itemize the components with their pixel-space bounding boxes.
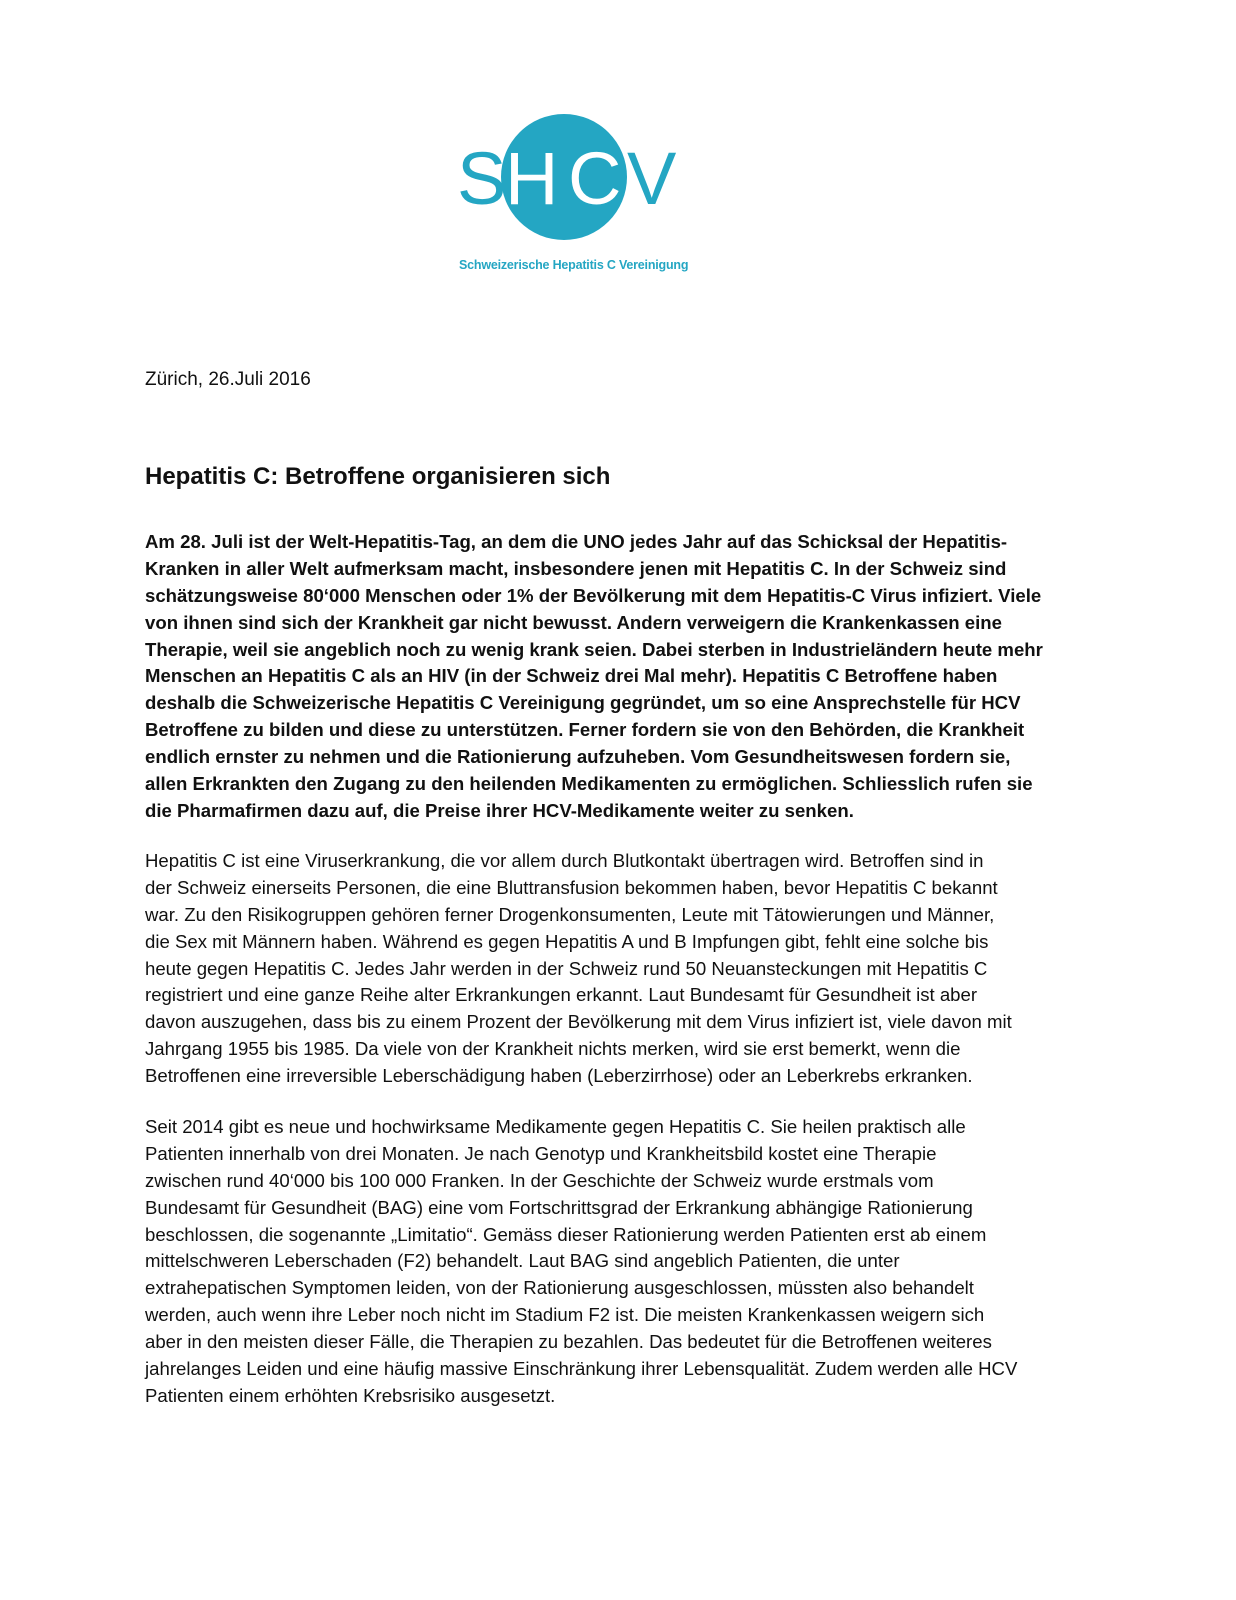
shcv-logo-mark [455, 112, 695, 252]
body-line: Seit 2014 gibt es neue und hochwirksame Medikamente gegen Hepatitis C. Sie heilen praktisch alle [145, 1116, 966, 1137]
body-line: der Schweiz einerseits Personen, die eine Bluttransfusion bekommen haben, bevor Hepatitis C bekannt [145, 876, 998, 898]
lead-line: die Pharmafirmen dazu auf, die Preise ihrer HCV-Medikamente weiter zu senken. [145, 799, 854, 821]
body-line: Patienten einem erhöhten Krebsrisiko ausgesetzt. [145, 1384, 556, 1406]
lead-line: allen Erkrankten den Zugang zu den heilenden Medikamenten zu ermöglichen. Schliesslich rufen sie [145, 773, 1033, 795]
body-paragraph-1 [145, 848, 1085, 1090]
body-line: Patienten innerhalb von drei Monaten. Je nach Genotyp und Krankheitsbild kostet eine Therapie [145, 1142, 937, 1164]
body-line: Betroffenen eine irreversible Leberschädigung haben (Leberzirrhose) oder an Leberkrebs erkranken. [145, 1065, 973, 1087]
shcv-logo [455, 112, 695, 282]
body-line: beschlossen, die sogenannte „Limitatio“. Gemäss dieser Rationierung werden Patienten erst ab einem [145, 1223, 987, 1245]
lead-line: Kranken in aller Welt aufmerksam macht, insbesondere jenen mit Hepatitis C. In der Schweiz sind [145, 557, 1007, 579]
lead-line: Am 28. Juli ist der Welt-Hepatitis-Tag, an dem die UNO jedes Jahr auf das Schicksal der Hepatitis- [145, 531, 1008, 552]
lead-line: Therapie, weil sie angeblich noch zu wenig krank seien. Dabei sterben in Industrieländern heute mehr [145, 638, 1043, 660]
body-line: extrahepatischen Symptomen leiden, von der Rationierung ausgeschlossen, müssten also behandelt [145, 1277, 974, 1299]
body-line: werden, auch wenn ihre Leber noch nicht im Stadium F2 ist. Die meisten Krankenkassen weigern sich [145, 1304, 985, 1326]
body-line: Jahrgang 1955 bis 1985. Da viele von der Krankheit nichts merken, wird sie erst bemerkt, wenn die [145, 1038, 961, 1060]
document-title: Hepatitis C: Betroffene organisieren sich [145, 463, 611, 490]
body-line: registriert und eine ganze Reihe alter Erkrankungen erkannt. Laut Bundesamt für Gesundheit ist aber [145, 984, 978, 1006]
body-line: zwischen rund 40‘000 bis 100 000 Franken. In der Geschichte der Schweiz wurde erstmals vom [145, 1169, 934, 1191]
lead-line: Menschen an Hepatitis C als an HIV (in der Schweiz drei Mal mehr). Hepatitis C Betroffene haben [145, 665, 998, 687]
logo-letter-s: S [457, 137, 507, 220]
body-line: aber in den meisten dieser Fälle, die Therapien zu bezahlen. Das bedeutet für die Betroffenen weiteres [145, 1331, 992, 1353]
lead-line: deshalb die Schweizerische Hepatitis C Vereinigung gegründet, um so eine Ansprechstelle für HCV [145, 692, 1021, 714]
lead-line: Betroffene zu bilden und diese zu unterstützen. Ferner fordern sie von den Behörden, die Krankheit [145, 719, 1025, 741]
body-line: mittelschweren Leberschaden (F2) behandelt. Laut BAG sind angeblich Patienten, die unter [145, 1250, 900, 1272]
logo-letter-v: V [627, 137, 677, 220]
lead-line: von ihnen sind sich der Krankheit gar nicht bewusst. Andern verweigern die Krankenkassen eine [145, 611, 1002, 633]
document-date: Zürich, 26.Juli 2016 [145, 369, 311, 390]
body-line: Bundesamt für Gesundheit (BAG) eine vom Fortschrittsgrad der Erkrankung abhängige Rationierung [145, 1196, 973, 1218]
logo-letter-c: C [568, 137, 622, 220]
lead-line: endlich ernster zu nehmen und die Rationierung aufzuheben. Vom Gesundheitswesen fordern sie, [145, 746, 1011, 768]
logo-letter-h: H [505, 137, 559, 220]
body-line: heute gegen Hepatitis C. Jedes Jahr werden in der Schweiz rund 50 Neuansteckungen mit Hepatitis C [145, 957, 988, 979]
lead-paragraph [145, 529, 1085, 825]
logo-tagline: Schweizerische Hepatitis C Vereinigung [459, 258, 689, 272]
body-paragraph-2 [145, 1114, 1085, 1410]
lead-line: schätzungsweise 80‘000 Menschen oder 1% der Bevölkerung mit dem Hepatitis-C Virus infiziert. Viele [145, 584, 1042, 606]
body-line: Hepatitis C ist eine Viruserkrankung, die vor allem durch Blutkontakt übertragen wird. Betroffen sind in [145, 850, 984, 871]
body-line: jahrelanges Leiden und eine häufig massive Einschränkung ihrer Lebensqualität. Zudem werden alle HCV [145, 1358, 1018, 1380]
body-line: die Sex mit Männern haben. Während es gegen Hepatitis A und B Impfungen gibt, fehlt eine solche bis [145, 930, 989, 952]
body-line: war. Zu den Risikogruppen gehören ferner Drogenkonsumenten, Leute mit Tätowierungen und Männer, [145, 903, 995, 925]
body-line: davon auszugehen, dass bis zu einem Prozent der Bevölkerung mit dem Virus infiziert ist, viele davon mit [145, 1011, 1012, 1033]
